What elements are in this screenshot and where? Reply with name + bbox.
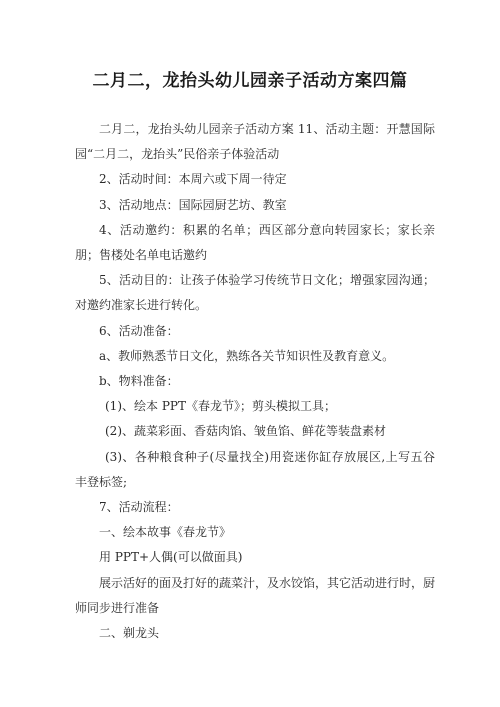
paragraph-purpose: 5、活动目的：让孩子体验学习传统节日文化；增强家园沟通；对邀约准家长进行转化。 <box>75 273 435 313</box>
paragraph-invitation: 4、活动邀约：积累的名单；西区部分意向转园家长；家长亲朋；售楼处名单电话邀约 <box>75 222 435 263</box>
paragraph-prep-a: a、教师熟悉节日文化，熟练各关节知识性及教育意义。 <box>99 348 395 363</box>
document-title: 二月二，龙抬头幼儿园亲子活动方案四篇 <box>92 71 408 91</box>
paragraph-step-1: 一、绘本故事《春龙节》 <box>99 525 232 540</box>
paragraph-preparation: 6、活动准备： <box>99 323 179 338</box>
paragraph-location: 3、活动地点：国际园厨艺坊、教室 <box>99 197 287 212</box>
paragraph-step-1-detail: 展示活好的面及打好的蔬菜汁，及水饺馅，其它活动进行时，厨师同步进行准备 <box>75 575 436 615</box>
paragraph-theme: 二月二，龙抬头幼儿园亲子活动方案 11、活动主题：开慧国际园“二月二，龙抬头”民俗亲子体验活动 <box>75 122 435 162</box>
paragraph-material-1: (1)、绘本 PPT《春龙节》；剪头模拟工具； <box>105 399 336 414</box>
document-body <box>75 117 435 646</box>
paragraph-process: 7、活动流程： <box>99 500 179 515</box>
paragraph-material-2: (2)、蔬菜彩面、香菇肉馅、皱鱼馅、鲜花等装盘素材 <box>105 424 387 439</box>
paragraph-step-1-method: 用 PPT+人偶(可以做面具) <box>99 550 243 565</box>
paragraph-prep-b: b、物料准备： <box>99 374 179 389</box>
paragraph-time: 2、活动时间：本周六或下周一待定 <box>99 172 287 187</box>
paragraph-step-2: 二、剃龙头 <box>99 626 160 641</box>
paragraph-material-3: (3)、各种粮食种子(尽量找全)用瓷迷你缸存放展区,上写五谷丰登标签; <box>75 449 435 489</box>
